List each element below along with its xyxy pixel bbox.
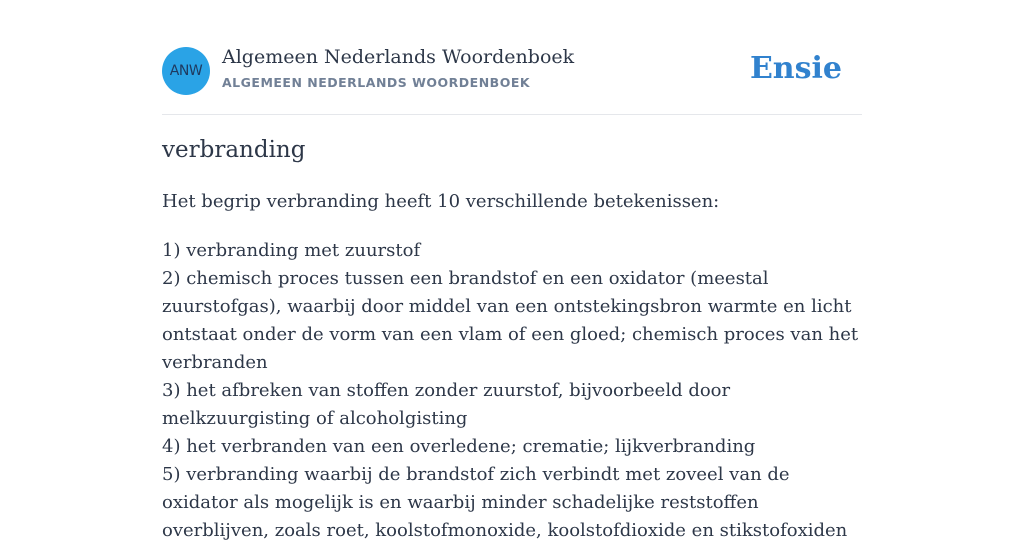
source-logo[interactable]: ANW bbox=[162, 47, 210, 95]
brand-logo[interactable]: Ensie bbox=[749, 51, 842, 86]
source-header bbox=[162, 46, 862, 115]
source-title[interactable]: Algemeen Nederlands Woordenboek bbox=[222, 46, 575, 68]
definition-item-2: 2) chemisch proces tussen een brandstof en een oxidator (meestal zuurstofgas), waarbij door middel van een ontstekingsbron warmte en licht ontstaat onder de vorm van een vlam of een gloed; chemisch proces van het verbranden bbox=[162, 268, 859, 373]
entry-word: verbranding bbox=[162, 137, 306, 163]
definition-item-1: 1) verbranding met zuurstof bbox=[162, 240, 421, 261]
definition-item-3: 3) het afbreken van stoffen zonder zuurstof, bijvoorbeeld door melkzuurgisting of alcoholgisting bbox=[162, 380, 731, 429]
definition-list bbox=[162, 237, 864, 545]
entry-intro: Het begrip verbranding heeft 10 verschillende betekenissen: bbox=[162, 191, 720, 212]
definition-item-5: 5) verbranding waarbij de brandstof zich verbindt met zoveel van de oxidator als mogelijk is en waarbij minder schadelijke reststoffen overblijven, zoals roet, koolstofmonoxide, koolstofdioxide en stikstofoxiden bbox=[162, 464, 848, 541]
source-subtitle: ALGEMEEN NEDERLANDS WOORDENBOEK bbox=[222, 75, 531, 90]
definition-item-4: 4) het verbranden van een overledene; crematie; lijkverbranding bbox=[162, 436, 756, 457]
